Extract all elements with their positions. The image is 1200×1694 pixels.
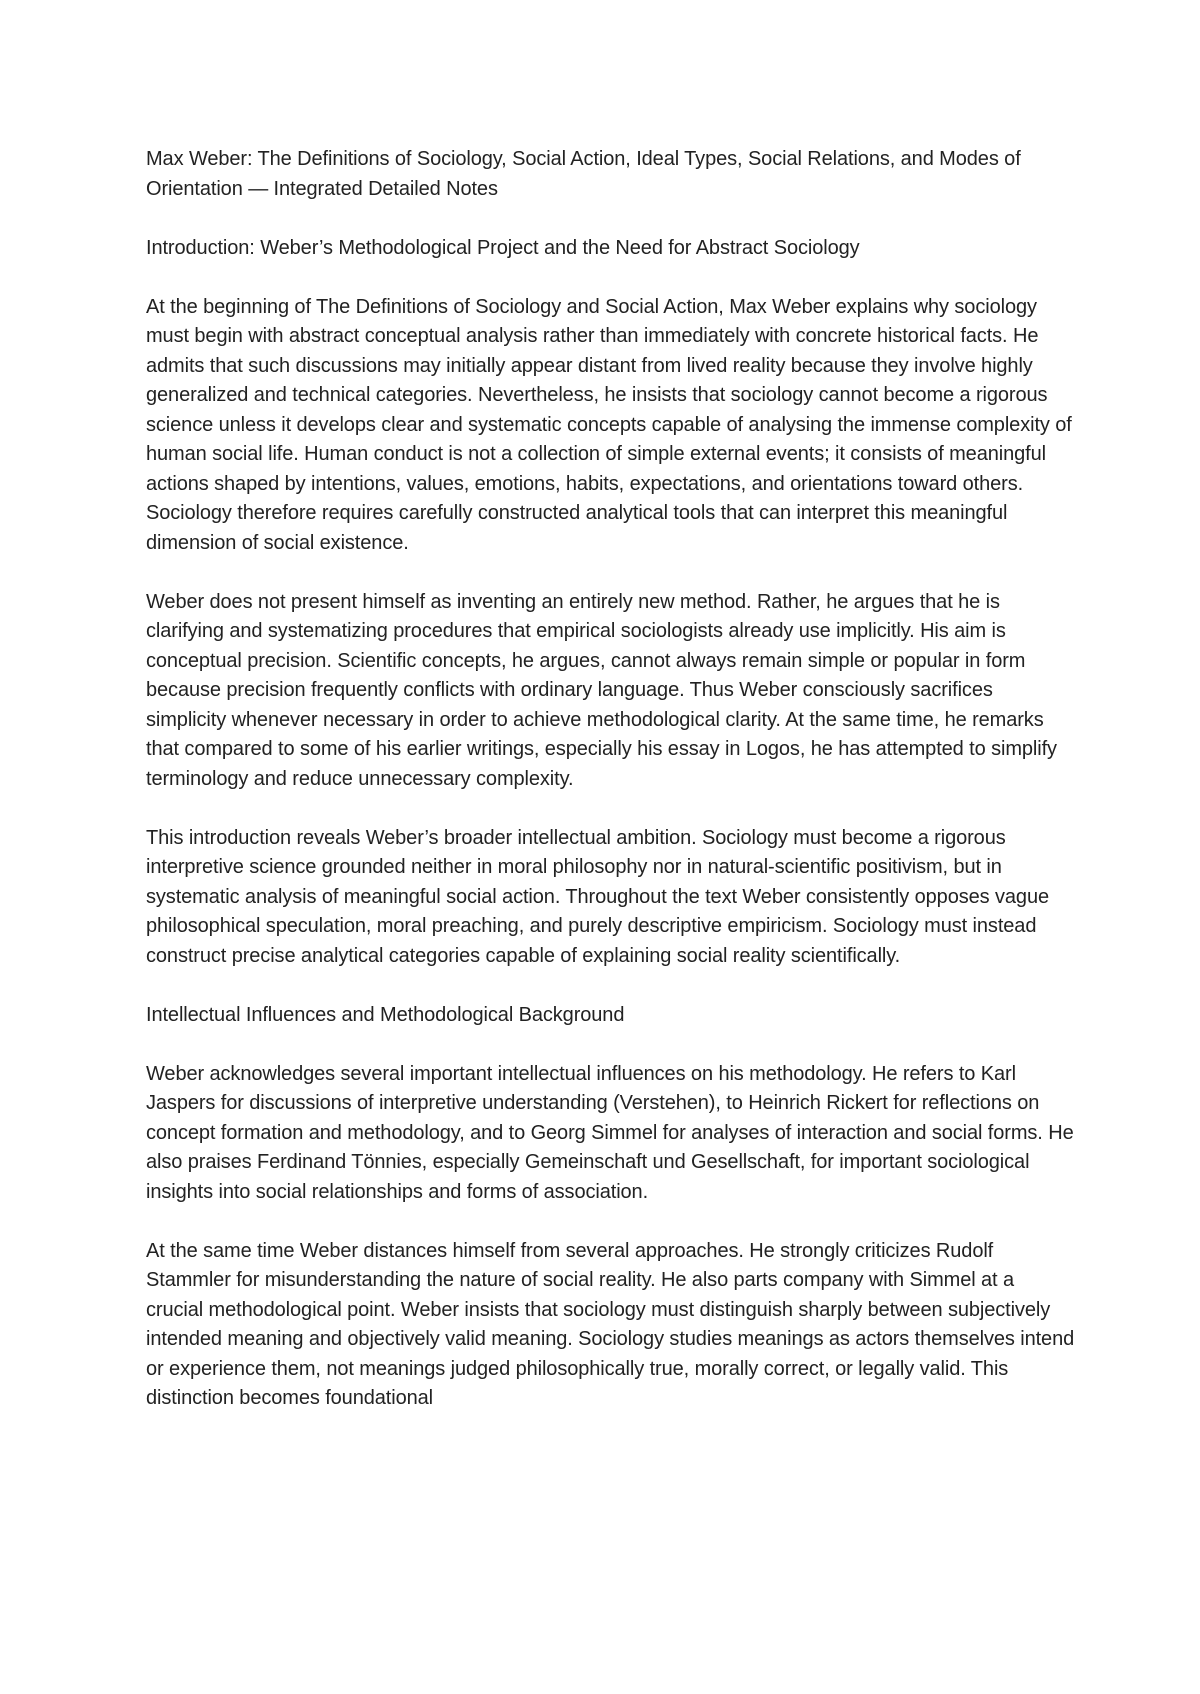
paragraph: At the same time Weber distances himself from several approaches. He strongly criticizes Rudolf Stammler for misunderstanding the nature of social reality. He also parts company with Simmel at a crucial methodological point. Weber insists that sociology must distinguish sharply between subjectively intended meaning and objectively valid meaning. Sociology studies meanings as actors themselves intend or experience them, not meanings judged philosophically true, morally correct, or legally valid. This distinction becomes foundational: [146, 1239, 1075, 1409]
section-heading-introduction: Introduction: Weber’s Methodological Project and the Need for Abstract Sociology: [146, 236, 860, 259]
document-page: [146, 145, 1076, 1414]
document-title: Max Weber: The Definitions of Sociology, Social Action, Ideal Types, Social Relations, and Modes of Orientation — Integrated Detailed Notes: [146, 148, 1021, 200]
section-heading-influences: Intellectual Influences and Methodological Background: [146, 1003, 625, 1026]
paragraph: Weber acknowledges several important intellectual influences on his methodology. He refers to Karl Jaspers for discussions of interpretive understanding (Verstehen), to Heinrich Rickert for reflections on concept formation and methodology, and to Georg Simmel for analyses of interaction and social forms. He also praises Ferdinand Tönnies, especially Gemeinschaft und Gesellschaft, for important sociological insights into social relationships and forms of association.: [146, 1062, 1074, 1203]
paragraph: At the beginning of The Definitions of Sociology and Social Action, Max Weber explains why sociology must begin with abstract conceptual analysis rather than immediately with concrete historical facts. He admits that such discussions may initially appear distant from lived reality because they involve highly generalized and technical categories. Nevertheless, he insists that sociology cannot become a rigorous science unless it develops clear and systematic concepts capable of analysing the immense complexity of human social life. Human conduct is not a collection of simple external events; it consists of meaningful actions shaped by intentions, values, emotions, habits, expectations, and orientations toward others. Sociology therefore requires carefully constructed analytical tools that can interpret this meaningful dimension of social existence.: [146, 295, 1072, 554]
paragraph: Weber does not present himself as inventing an entirely new method. Rather, he argues that he is clarifying and systematizing procedures that empirical sociologists already use implicitly. His aim is conceptual precision. Scientific concepts, he argues, cannot always remain simple or popular in form because precision frequently conflicts with ordinary language. Thus Weber consciously sacrifices simplicity whenever necessary in order to achieve methodological clarity. At the same time, he remarks that compared to some of his earlier writings, especially his essay in Logos, he has attempted to simplify terminology and reduce unnecessary complexity.: [146, 590, 1057, 790]
paragraph: This introduction reveals Weber’s broader intellectual ambition. Sociology must become a rigorous interpretive science grounded neither in moral philosophy nor in natural-scientific positivism, but in systematic analysis of meaningful social action. Throughout the text Weber consistently opposes vague philosophical speculation, moral preaching, and purely descriptive empiricism. Sociology must instead construct precise analytical categories capable of explaining social reality scientifically.: [146, 826, 1049, 967]
